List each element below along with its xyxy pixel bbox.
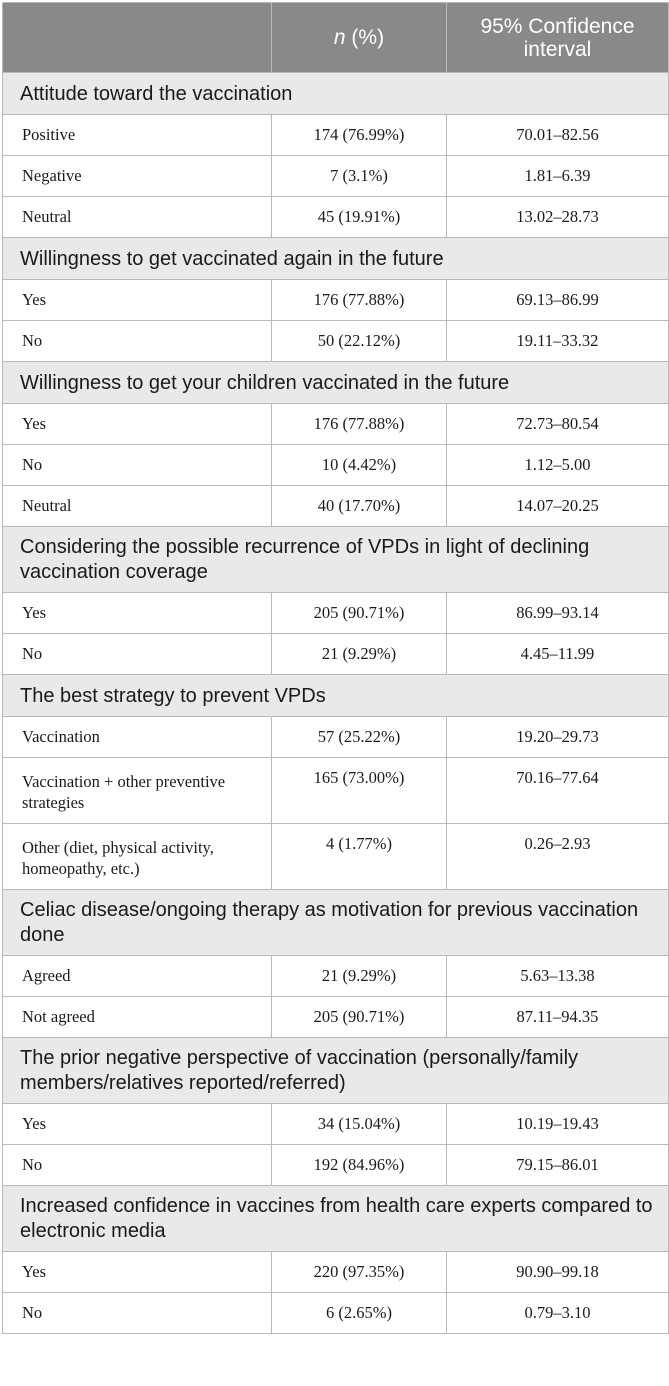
- row-n-percent: 45 (19.91%): [272, 197, 447, 238]
- table-row: [3, 1252, 669, 1293]
- row-label: Negative: [3, 156, 272, 197]
- row-n-percent: 50 (22.12%): [272, 321, 447, 362]
- row-confidence-interval: 13.02–28.73: [447, 197, 669, 238]
- row-n-percent: 205 (90.71%): [272, 997, 447, 1038]
- row-label: No: [3, 1145, 272, 1186]
- row-n-percent: 174 (76.99%): [272, 115, 447, 156]
- row-n-percent: 220 (97.35%): [272, 1252, 447, 1293]
- table-row: [3, 321, 669, 362]
- results-table: [2, 2, 669, 1334]
- row-confidence-interval: 70.01–82.56: [447, 115, 669, 156]
- table-row: [3, 486, 669, 527]
- row-label: Other (diet, physical activity, homeopathy, etc.): [3, 824, 272, 890]
- section-title: Willingness to get your children vaccinated in the future: [3, 362, 669, 404]
- header-percent: (%): [345, 26, 385, 49]
- row-label: No: [3, 1293, 272, 1334]
- row-confidence-interval: 70.16–77.64: [447, 758, 669, 824]
- table-row: [3, 758, 669, 824]
- section-header-row: [3, 890, 669, 956]
- row-confidence-interval: 90.90–99.18: [447, 1252, 669, 1293]
- header-empty-cell: [3, 3, 272, 73]
- row-n-percent: 205 (90.71%): [272, 593, 447, 634]
- row-confidence-interval: 4.45–11.99: [447, 634, 669, 675]
- section-header-row: [3, 1186, 669, 1252]
- row-label: No: [3, 321, 272, 362]
- table-row: [3, 717, 669, 758]
- row-n-percent: 40 (17.70%): [272, 486, 447, 527]
- header-row: [3, 3, 669, 73]
- section-header-row: [3, 362, 669, 404]
- table-row: [3, 593, 669, 634]
- table-row: [3, 197, 669, 238]
- section-title: Attitude toward the vaccination: [3, 73, 669, 115]
- row-confidence-interval: 87.11–94.35: [447, 997, 669, 1038]
- row-label: Yes: [3, 1252, 272, 1293]
- row-n-percent: 34 (15.04%): [272, 1104, 447, 1145]
- row-n-percent: 7 (3.1%): [272, 156, 447, 197]
- table-row: [3, 997, 669, 1038]
- row-label: Yes: [3, 1104, 272, 1145]
- row-confidence-interval: 1.81–6.39: [447, 156, 669, 197]
- table-row: [3, 956, 669, 997]
- section-header-row: [3, 1038, 669, 1104]
- section-title: Considering the possible recurrence of VPDs in light of declining vaccination coverage: [3, 527, 669, 593]
- row-confidence-interval: 86.99–93.14: [447, 593, 669, 634]
- table-row: [3, 445, 669, 486]
- row-label: No: [3, 634, 272, 675]
- section-title: Celiac disease/ongoing therapy as motivation for previous vaccination done: [3, 890, 669, 956]
- row-n-percent: 6 (2.65%): [272, 1293, 447, 1334]
- row-label: Not agreed: [3, 997, 272, 1038]
- row-label: Neutral: [3, 486, 272, 527]
- table-row: [3, 634, 669, 675]
- row-confidence-interval: 10.19–19.43: [447, 1104, 669, 1145]
- table-body: [3, 73, 669, 1334]
- row-label: No: [3, 445, 272, 486]
- row-n-percent: 57 (25.22%): [272, 717, 447, 758]
- header-n-italic: n: [333, 26, 346, 49]
- section-title: Willingness to get vaccinated again in the future: [3, 238, 669, 280]
- row-confidence-interval: 69.13–86.99: [447, 280, 669, 321]
- section-title: Increased confidence in vaccines from health care experts compared to electronic media: [3, 1186, 669, 1252]
- row-confidence-interval: 1.12–5.00: [447, 445, 669, 486]
- row-label: Yes: [3, 280, 272, 321]
- row-label: Vaccination: [3, 717, 272, 758]
- section-header-row: [3, 73, 669, 115]
- section-title: The prior negative perspective of vaccination (personally/family members/relatives reported/referred): [3, 1038, 669, 1104]
- header-n-percent: [272, 3, 447, 73]
- row-confidence-interval: 14.07–20.25: [447, 486, 669, 527]
- table-row: [3, 1104, 669, 1145]
- row-confidence-interval: 0.26–2.93: [447, 824, 669, 890]
- row-confidence-interval: 19.11–33.32: [447, 321, 669, 362]
- table-row: [3, 115, 669, 156]
- table-row: [3, 156, 669, 197]
- section-header-row: [3, 527, 669, 593]
- row-label: Yes: [3, 404, 272, 445]
- row-label: Neutral: [3, 197, 272, 238]
- row-confidence-interval: 79.15–86.01: [447, 1145, 669, 1186]
- section-title: The best strategy to prevent VPDs: [3, 675, 669, 717]
- row-confidence-interval: 0.79–3.10: [447, 1293, 669, 1334]
- row-confidence-interval: 72.73–80.54: [447, 404, 669, 445]
- row-confidence-interval: 19.20–29.73: [447, 717, 669, 758]
- row-n-percent: 176 (77.88%): [272, 280, 447, 321]
- row-n-percent: 165 (73.00%): [272, 758, 447, 824]
- table-row: [3, 404, 669, 445]
- table-row: [3, 280, 669, 321]
- row-n-percent: 21 (9.29%): [272, 634, 447, 675]
- row-label: Yes: [3, 593, 272, 634]
- table-row: [3, 1145, 669, 1186]
- row-n-percent: 21 (9.29%): [272, 956, 447, 997]
- row-label: Agreed: [3, 956, 272, 997]
- table-row: [3, 824, 669, 890]
- header-confidence-interval: 95% Confidence interval: [447, 3, 669, 73]
- row-label: Positive: [3, 115, 272, 156]
- row-n-percent: 10 (4.42%): [272, 445, 447, 486]
- section-header-row: [3, 238, 669, 280]
- row-label: Vaccination + other preventive strategies: [3, 758, 272, 824]
- row-n-percent: 4 (1.77%): [272, 824, 447, 890]
- row-n-percent: 192 (84.96%): [272, 1145, 447, 1186]
- row-n-percent: 176 (77.88%): [272, 404, 447, 445]
- section-header-row: [3, 675, 669, 717]
- table-row: [3, 1293, 669, 1334]
- row-confidence-interval: 5.63–13.38: [447, 956, 669, 997]
